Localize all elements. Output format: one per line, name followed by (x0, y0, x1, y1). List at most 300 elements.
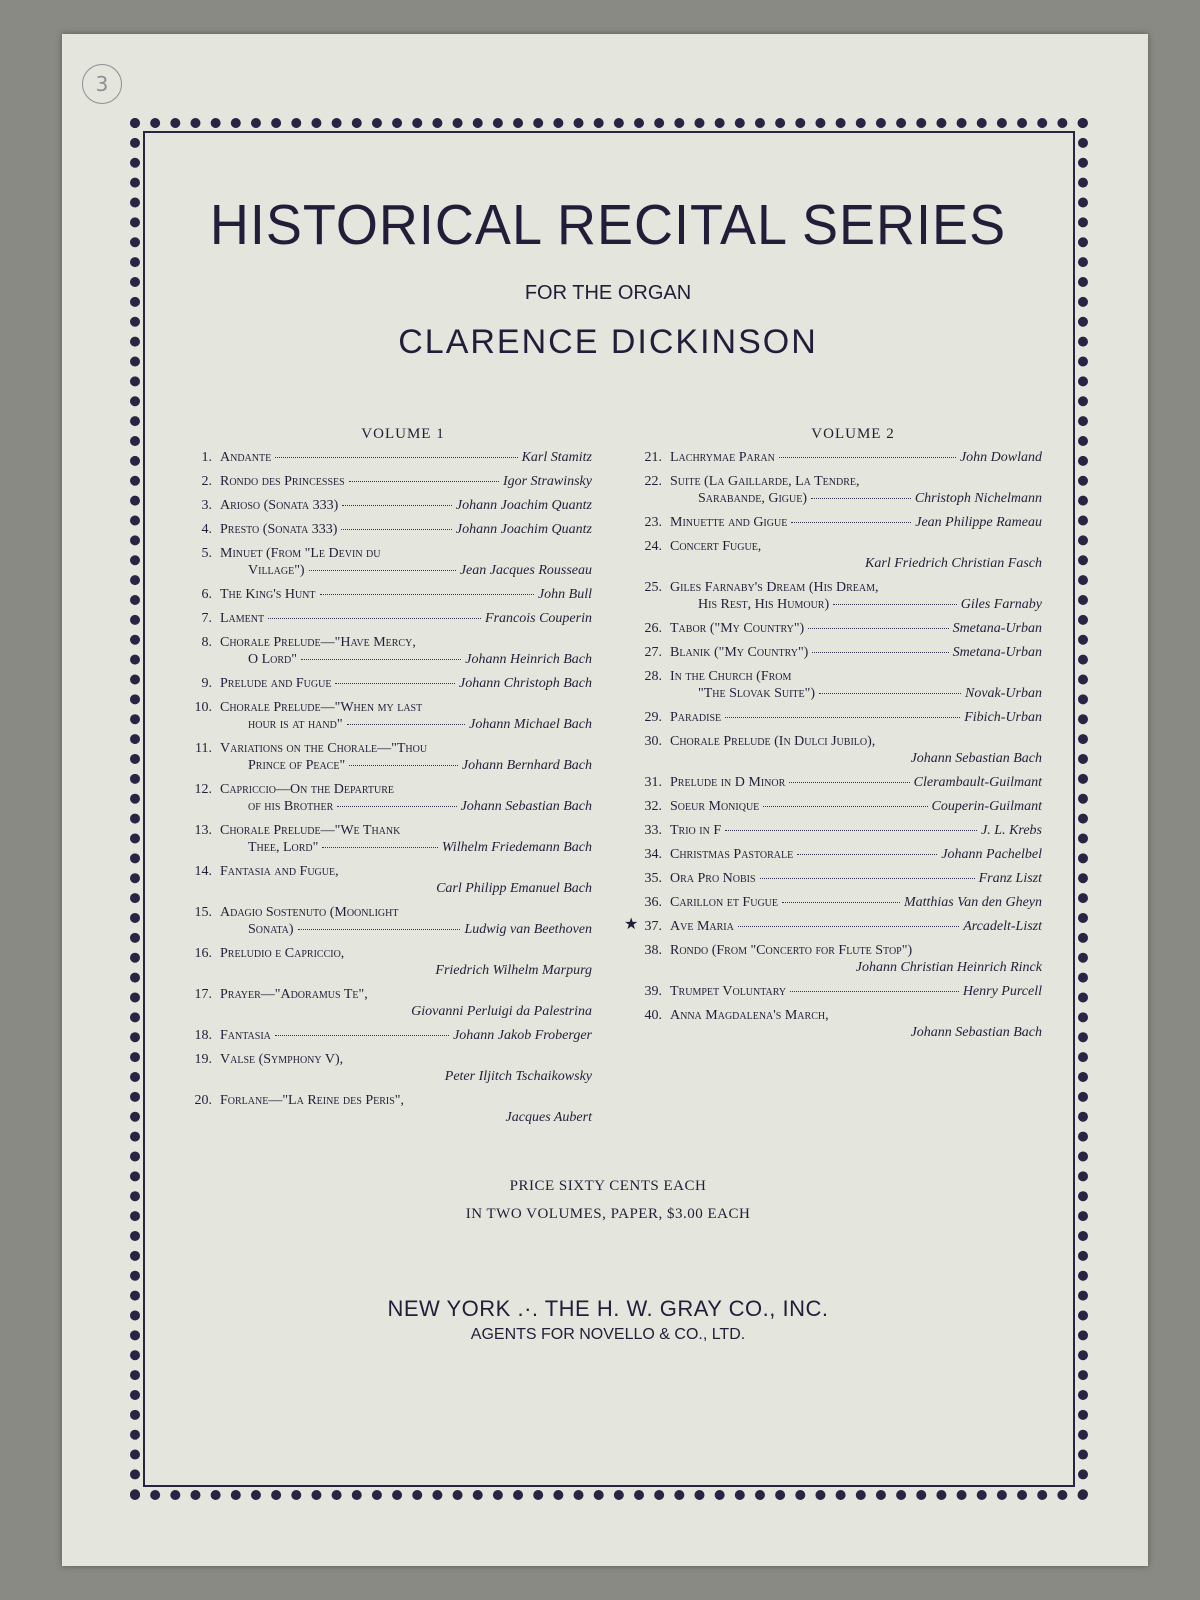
piece-title: Minuet (From "Le Devin du (220, 546, 381, 561)
volume-heading: VOLUME 1 (361, 426, 445, 442)
cover-content (174, 194, 1042, 1484)
item-number (624, 473, 670, 507)
contents-item (174, 822, 592, 856)
dot-leader (790, 991, 959, 992)
contents-item (174, 586, 592, 603)
piece-title: Tabor ("My Country") (670, 621, 805, 636)
item-number-text: 12. (194, 782, 212, 797)
contents-item (624, 620, 1042, 637)
contents-item (624, 774, 1042, 791)
contents-item (174, 497, 592, 514)
item-number-text: 2. (201, 474, 212, 489)
item-number (174, 945, 220, 979)
price-info (174, 1172, 1042, 1228)
piece-title: Chorale Prelude—"We Thank (220, 823, 401, 838)
item-number-text: 23. (644, 515, 662, 530)
item-line (220, 651, 592, 668)
dot-leader (789, 782, 909, 783)
item-line (220, 634, 592, 651)
piece-title: Lament (220, 611, 265, 626)
composer-name: Johann Christian Heinrich Rinck (855, 960, 1042, 975)
composer-name: Jean Philippe Rameau (915, 515, 1042, 530)
item-line (670, 685, 1042, 702)
composer-name: Johann Sebastian Bach (910, 751, 1042, 766)
contents-item (174, 740, 592, 774)
item-number (174, 675, 220, 692)
piece-title: Anna Magdalena's March, (670, 1008, 829, 1023)
item-number-text: 1. (201, 450, 212, 465)
item-number-text: 38. (644, 943, 662, 958)
piece-title: Soeur Monique (670, 799, 760, 814)
item-line (220, 945, 592, 962)
item-line (670, 514, 1042, 531)
composer-name: Johann Sebastian Bach (910, 1025, 1042, 1040)
dot-leader (779, 457, 956, 458)
composer-name: Jacques Aubert (505, 1110, 592, 1125)
item-line (670, 750, 1042, 767)
item-number (624, 983, 670, 1000)
contents-item (624, 733, 1042, 767)
piece-title: Giles Farnaby's Dream (His Dream, (670, 580, 879, 595)
contents-item (174, 634, 592, 668)
author-name: CLARENCE DICKINSON (398, 323, 818, 361)
price-line: PRICE SIXTY CENTS EACH (509, 1178, 707, 1194)
item-line (220, 798, 592, 815)
item-number (624, 620, 670, 637)
item-number (624, 774, 670, 791)
dot-leader (335, 683, 455, 684)
contents-item (174, 1051, 592, 1085)
composer-name: Couperin-Guilmant (931, 799, 1042, 814)
item-line (670, 894, 1042, 911)
item-number (624, 709, 670, 726)
sheet-music-cover (62, 34, 1148, 1566)
dot-leader (808, 628, 948, 629)
contents-item (624, 449, 1042, 466)
item-number-text: 18. (194, 1028, 212, 1043)
handwritten-mark: 3 (82, 64, 122, 104)
piece-title: Andante (220, 450, 272, 465)
piece-title: Rondo (From "Concerto for Flute Stop") (670, 943, 913, 958)
dot-leader (349, 765, 458, 766)
dot-leader (782, 902, 900, 903)
contents-item (624, 983, 1042, 1000)
dot-leader (337, 806, 456, 807)
item-number (624, 798, 670, 815)
item-number-text: 33. (644, 823, 662, 838)
item-line (670, 918, 1042, 935)
item-line (220, 675, 592, 692)
composer-name: J. L. Krebs (981, 823, 1042, 838)
piece-title: Ave Maria (670, 919, 734, 934)
item-number (624, 579, 670, 613)
item-number-text: 24. (644, 539, 662, 554)
piece-title: Ora Pro Nobis (670, 871, 756, 886)
item-number-text: 14. (194, 864, 212, 879)
item-line (220, 586, 592, 603)
item-line (220, 1051, 592, 1068)
price-line: IN TWO VOLUMES, PAPER, $3.00 EACH (465, 1206, 751, 1222)
composer-name: Henry Purcell (962, 984, 1042, 999)
piece-title: Sarabande, Gigue) (698, 491, 807, 506)
item-number (624, 514, 670, 531)
composer-name: Giovanni Perluigi da Palestrina (411, 1004, 592, 1019)
dot-leader (301, 659, 461, 660)
item-number (624, 918, 670, 935)
item-line (670, 709, 1042, 726)
contents-item (624, 942, 1042, 976)
item-line (670, 620, 1042, 637)
item-line (220, 1027, 592, 1044)
dot-leader (797, 854, 937, 855)
item-number (174, 781, 220, 815)
item-line (670, 983, 1042, 1000)
item-number-text: 17. (194, 987, 212, 1002)
dot-leader (347, 724, 466, 725)
dot-leader (275, 457, 517, 458)
item-line (220, 1092, 592, 1109)
piece-title: Adagio Sostenuto (Moonlight (220, 905, 399, 920)
item-number-text: 15. (194, 905, 212, 920)
dot-leader (760, 878, 975, 879)
item-number-text: 29. (644, 710, 662, 725)
item-line (220, 699, 592, 716)
piece-title: Chorale Prelude—"When my last (220, 700, 423, 715)
composer-name: Franz Liszt (978, 871, 1042, 886)
item-line (220, 904, 592, 921)
piece-title: Minuette and Gigue (670, 515, 788, 530)
piece-title: Prelude and Fugue (220, 676, 332, 691)
item-number (624, 870, 670, 887)
composer-name: Fibich-Urban (964, 710, 1042, 725)
item-number-text: 10. (194, 700, 212, 715)
item-number (174, 1092, 220, 1126)
item-number (624, 733, 670, 767)
piece-title: His Rest, His Humour) (698, 597, 830, 612)
dot-leader (320, 594, 534, 595)
dot-leader (763, 806, 927, 807)
item-line (220, 497, 592, 514)
piece-title: Forlane—"La Reine des Peris", (220, 1093, 404, 1108)
item-line (670, 490, 1042, 507)
item-line (670, 449, 1042, 466)
publisher-line: NEW YORK .·. THE H. W. GRAY CO., INC. (387, 1296, 829, 1321)
item-line (670, 555, 1042, 572)
composer-name: Clerambault-Guilmant (913, 775, 1042, 790)
piece-title: Prayer—"Adoramus Te", (220, 987, 368, 1002)
item-number-text: 35. (644, 871, 662, 886)
composer-name: Jean Jacques Rousseau (459, 563, 592, 578)
piece-title: Prince of Peace" (248, 758, 346, 773)
item-line (220, 610, 592, 627)
contents-item (624, 514, 1042, 531)
item-line (220, 921, 592, 938)
composer-name: Smetana-Urban (952, 621, 1042, 636)
composer-name: Novak-Urban (965, 686, 1042, 701)
contents-item (624, 798, 1042, 815)
dot-leader (725, 717, 960, 718)
item-number-text: 5. (201, 546, 212, 561)
item-line (220, 449, 592, 466)
contents-item (174, 986, 592, 1020)
item-line (220, 757, 592, 774)
dot-leader (819, 693, 961, 694)
piece-title: Paradise (670, 710, 722, 725)
item-number-text: 3. (201, 498, 212, 513)
piece-title: Christmas Pastorale (670, 847, 794, 862)
item-number-text: 16. (194, 946, 212, 961)
item-line (220, 521, 592, 538)
piece-title: In the Church (From (670, 669, 792, 684)
contents-item (174, 781, 592, 815)
publisher-info (174, 1296, 1042, 1344)
item-number-text: 27. (644, 645, 662, 660)
composer-name: Igor Strawinsky (502, 474, 592, 489)
item-number (174, 497, 220, 514)
item-number-text: 9. (201, 676, 212, 691)
contents-item (624, 822, 1042, 839)
item-number (174, 863, 220, 897)
item-number-text: 39. (644, 984, 662, 999)
composer-name: Ludwig van Beethoven (464, 922, 592, 937)
item-number-text: 4. (201, 522, 212, 537)
item-number-text: 40. (644, 1008, 662, 1023)
item-number (624, 894, 670, 911)
item-line (670, 846, 1042, 863)
composer-name: Johann Michael Bach (469, 717, 592, 732)
item-number-text: 21. (644, 450, 662, 465)
item-line (670, 959, 1042, 976)
piece-title: Trumpet Voluntary (670, 984, 787, 999)
item-line (670, 942, 1042, 959)
item-number-text: 31. (644, 775, 662, 790)
item-number (174, 449, 220, 466)
item-line (220, 880, 592, 897)
item-number (624, 538, 670, 572)
item-line (670, 1007, 1042, 1024)
dot-leader (322, 847, 438, 848)
item-line (670, 870, 1042, 887)
series-title: HISTORICAL RECITAL SERIES (209, 193, 1007, 257)
volume-heading: VOLUME 2 (811, 426, 895, 442)
item-line (220, 562, 592, 579)
item-number (624, 449, 670, 466)
contents-item (624, 894, 1042, 911)
contents-item (174, 1027, 592, 1044)
item-line (220, 962, 592, 979)
contents-item (174, 473, 592, 490)
item-line (670, 822, 1042, 839)
composer-name: Arcadelt-Liszt (963, 919, 1042, 934)
item-line (670, 579, 1042, 596)
item-number (624, 846, 670, 863)
item-line (220, 781, 592, 798)
composer-name: John Bull (537, 587, 592, 602)
dot-leader (811, 498, 911, 499)
item-number (174, 521, 220, 538)
piece-title: Carillon et Fugue (670, 895, 778, 910)
dot-leader (298, 929, 461, 930)
composer-name: Johann Heinrich Bach (465, 652, 592, 667)
item-number (174, 1027, 220, 1044)
item-number-text: 28. (644, 669, 662, 684)
item-number-text: 30. (644, 734, 662, 749)
item-line (670, 644, 1042, 661)
item-line (220, 986, 592, 1003)
dot-leader (309, 570, 456, 571)
dot-leader (275, 1035, 449, 1036)
item-line (670, 1024, 1042, 1041)
contents-item (624, 538, 1042, 572)
piece-title: Sonata) (248, 922, 294, 937)
piece-title: The King's Hunt (220, 587, 316, 602)
dot-leader (812, 652, 948, 653)
item-line (220, 1003, 592, 1020)
composer-name: Johann Christoph Bach (459, 676, 592, 691)
agents-line: AGENTS FOR NOVELLO & CO., LTD. (470, 1326, 746, 1343)
item-number-text: 32. (644, 799, 662, 814)
item-number (174, 740, 220, 774)
item-number-text: 8. (201, 635, 212, 650)
piece-title: Fantasia (220, 1028, 271, 1043)
dot-leader (725, 830, 977, 831)
contents-item (174, 521, 592, 538)
piece-title: Valse (Symphony V), (220, 1052, 344, 1067)
item-number (624, 668, 670, 702)
composer-name: Johann Sebastian Bach (460, 799, 592, 814)
item-line (670, 798, 1042, 815)
composer-name: Johann Bernhard Bach (461, 758, 592, 773)
item-line (670, 538, 1042, 555)
item-line (220, 716, 592, 733)
volume-1-column (174, 426, 592, 1133)
item-number-text: 36. (644, 895, 662, 910)
item-number-text: 11. (195, 741, 212, 756)
composer-name: Peter Iljitch Tschaikowsky (444, 1069, 592, 1084)
item-line (220, 839, 592, 856)
piece-title: "The Slovak Suite") (698, 686, 816, 701)
item-number-text: 19. (194, 1052, 212, 1067)
contents-item (174, 610, 592, 627)
contents-item (624, 668, 1042, 702)
item-number (174, 1051, 220, 1085)
composer-name: Wilhelm Friedemann Bach (441, 840, 592, 855)
item-number-text: 34. (644, 847, 662, 862)
composer-name: Giles Farnaby (960, 597, 1042, 612)
piece-title: Chorale Prelude (In Dulci Jubilo), (670, 734, 876, 749)
item-line (220, 1109, 592, 1126)
item-number (174, 699, 220, 733)
item-line (220, 1068, 592, 1085)
item-number (174, 610, 220, 627)
item-number-text: 7. (201, 611, 212, 626)
item-line (670, 733, 1042, 750)
item-number-text: 6. (201, 587, 212, 602)
dot-leader (349, 481, 499, 482)
contents-item (174, 699, 592, 733)
contents-item (174, 545, 592, 579)
piece-title: Thee, Lord" (248, 840, 319, 855)
item-number-text: 37. (644, 919, 662, 934)
contents-item (624, 473, 1042, 507)
composer-name: Johann Joachim Quantz (455, 522, 592, 537)
series-subtitle: FOR THE ORGAN (524, 282, 692, 304)
composer-name: Smetana-Urban (952, 645, 1042, 660)
piece-title: Prelude in D Minor (670, 775, 786, 790)
piece-title: Suite (La Gaillarde, La Tendre, (670, 474, 860, 489)
composer-name: John Dowland (959, 450, 1042, 465)
dot-leader (791, 522, 911, 523)
contents-item (624, 870, 1042, 887)
piece-title: Fantasia and Fugue, (220, 864, 339, 879)
piece-title: Lachrymae Paran (670, 450, 775, 465)
item-number (174, 586, 220, 603)
piece-title: O Lord" (248, 652, 297, 667)
item-number (174, 473, 220, 490)
item-number-text: 25. (644, 580, 662, 595)
dot-leader (833, 604, 957, 605)
dot-leader (341, 529, 451, 530)
piece-title: Trio in F (670, 823, 722, 838)
item-line (670, 473, 1042, 490)
contents-item (624, 709, 1042, 726)
piece-title: of his Brother (248, 799, 334, 814)
composer-name: Johann Jakob Froberger (453, 1028, 592, 1043)
composer-name: Matthias Van den Gheyn (903, 895, 1042, 910)
composer-name: Johann Joachim Quantz (455, 498, 592, 513)
item-number (174, 986, 220, 1020)
item-line (670, 774, 1042, 791)
item-number (174, 634, 220, 668)
piece-title: Chorale Prelude—"Have Mercy, (220, 635, 416, 650)
piece-title: Presto (Sonata 333) (220, 522, 338, 537)
item-number-text: 20. (194, 1093, 212, 1108)
item-number (624, 942, 670, 976)
piece-title: Capriccio—On the Departure (220, 782, 395, 797)
contents-item (624, 1007, 1042, 1041)
composer-name: Johann Pachelbel (941, 847, 1042, 862)
contents-item (624, 846, 1042, 863)
item-line (220, 822, 592, 839)
item-line (220, 863, 592, 880)
composer-name: Carl Philipp Emanuel Bach (436, 881, 592, 896)
contents-columns (174, 426, 1042, 1133)
item-number-text: 22. (644, 474, 662, 489)
item-line (670, 668, 1042, 685)
contents-item (174, 904, 592, 938)
contents-item (174, 945, 592, 979)
composer-name: Karl Friedrich Christian Fasch (865, 556, 1042, 571)
piece-title: Preludio e Capriccio, (220, 946, 345, 961)
item-line (220, 740, 592, 757)
item-line (670, 596, 1042, 613)
dot-leader (268, 618, 481, 619)
contents-item (624, 644, 1042, 661)
composer-name: Karl Stamitz (521, 450, 592, 465)
contents-item (174, 863, 592, 897)
contents-item (624, 918, 1042, 935)
piece-title: Village") (248, 563, 305, 578)
item-number (174, 822, 220, 856)
dot-leader (342, 505, 452, 506)
contents-item (624, 579, 1042, 613)
composer-name: Friedrich Wilhelm Marpurg (435, 963, 592, 978)
item-number (174, 904, 220, 938)
volume-2-column (624, 426, 1042, 1133)
item-number-text: 13. (194, 823, 212, 838)
composer-name: Francois Couperin (485, 611, 592, 626)
item-line (220, 545, 592, 562)
